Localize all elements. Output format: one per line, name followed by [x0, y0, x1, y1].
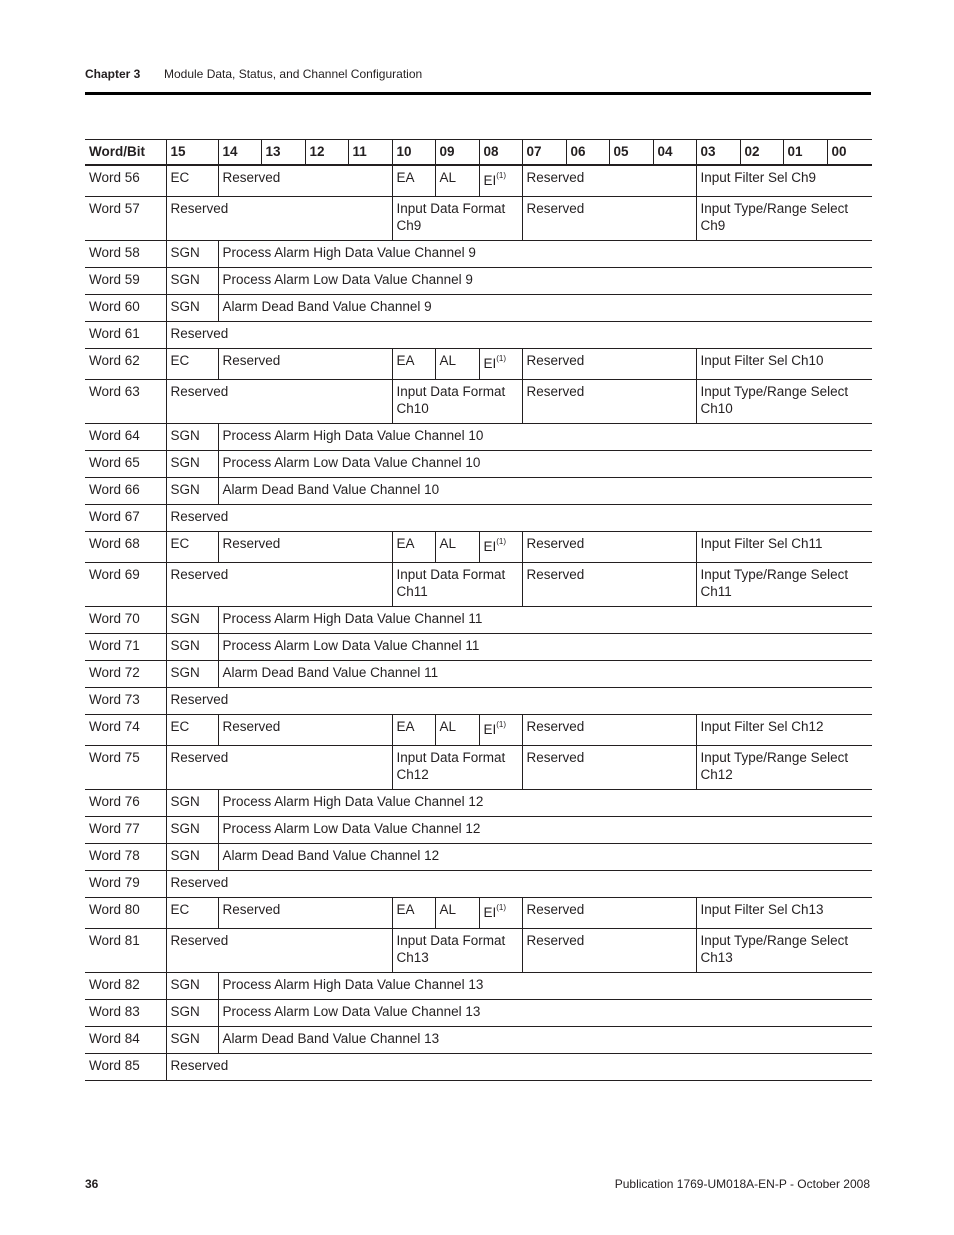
sgn-cell: SGN	[166, 295, 218, 322]
table-row	[85, 532, 872, 563]
sgn-cell: SGN	[166, 451, 218, 478]
field-cell: Input Filter Sel Ch9	[696, 165, 872, 197]
field-cell: Input Filter Sel Ch10	[696, 349, 872, 380]
word-cell: Word 74	[85, 715, 166, 746]
al-cell: AL	[435, 715, 479, 746]
table-row	[85, 1027, 872, 1054]
column-header: 03	[696, 140, 740, 166]
description-cell: Process Alarm Low Data Value Channel 10	[218, 451, 872, 478]
word-cell: Word 56	[85, 165, 166, 197]
description-cell: Alarm Dead Band Value Channel 9	[218, 295, 872, 322]
reserved-cell: Reserved	[166, 1054, 872, 1081]
column-header: 15	[166, 140, 218, 166]
footnote-marker: (1)	[496, 171, 507, 180]
table-row	[85, 607, 872, 634]
table-row	[85, 688, 872, 715]
sgn-cell: SGN	[166, 268, 218, 295]
table-row	[85, 817, 872, 844]
reserved-cell: Reserved	[166, 871, 872, 898]
table-row	[85, 929, 872, 973]
reserved-cell: Reserved	[166, 197, 392, 241]
reserved-cell: Reserved	[522, 197, 696, 241]
ec-cell: EC	[166, 898, 218, 929]
sgn-cell: SGN	[166, 973, 218, 1000]
table-row	[85, 715, 872, 746]
word-cell: Word 64	[85, 424, 166, 451]
description-cell: Process Alarm Low Data Value Channel 9	[218, 268, 872, 295]
reserved-cell: Reserved	[522, 380, 696, 424]
ei-cell: EI$^{(1)}$	[479, 532, 522, 563]
sgn-cell: SGN	[166, 661, 218, 688]
column-header: 05	[609, 140, 653, 166]
word-cell: Word 82	[85, 973, 166, 1000]
description-cell: Alarm Dead Band Value Channel 13	[218, 1027, 872, 1054]
column-header: 06	[566, 140, 609, 166]
reserved-cell: Reserved	[522, 898, 696, 929]
column-header: 07	[522, 140, 566, 166]
ei-cell: EI$^{(1)}$	[479, 898, 522, 929]
table-row	[85, 380, 872, 424]
description-cell: Process Alarm Low Data Value Channel 13	[218, 1000, 872, 1027]
al-cell: AL	[435, 898, 479, 929]
word-cell: Word 57	[85, 197, 166, 241]
word-cell: Word 68	[85, 532, 166, 563]
ea-cell: EA	[392, 349, 435, 380]
footnote-marker: (1)	[496, 354, 507, 363]
reserved-cell: Reserved	[522, 532, 696, 563]
ec-cell: EC	[166, 349, 218, 380]
data-format-cell: Input Data Format Ch11	[392, 563, 522, 607]
word-cell: Word 83	[85, 1000, 166, 1027]
column-header: 12	[305, 140, 348, 166]
reserved-cell: Reserved	[166, 380, 392, 424]
ei-cell: EI$^{(1)}$	[479, 349, 522, 380]
data-format-cell: Input Data Format Ch12	[392, 746, 522, 790]
reserved-cell: Reserved	[166, 322, 872, 349]
table-row	[85, 844, 872, 871]
reserved-cell: Reserved	[166, 929, 392, 973]
table-row	[85, 1000, 872, 1027]
word-cell: Word 73	[85, 688, 166, 715]
chapter-label: Chapter 3	[85, 67, 141, 81]
column-header: 10	[392, 140, 435, 166]
footnote-marker: (1)	[496, 720, 507, 729]
reserved-cell: Reserved	[522, 165, 696, 197]
column-header: 01	[783, 140, 827, 166]
description-cell: Process Alarm Low Data Value Channel 11	[218, 634, 872, 661]
reserved-cell: Reserved	[218, 715, 392, 746]
word-cell: Word 78	[85, 844, 166, 871]
footnote-marker: (1)	[496, 903, 507, 912]
reserved-cell: Reserved	[218, 898, 392, 929]
column-header: 14	[218, 140, 261, 166]
table-row	[85, 165, 872, 197]
data-format-cell: Input Data Format Ch9	[392, 197, 522, 241]
word-cell: Word 85	[85, 1054, 166, 1081]
ec-cell: EC	[166, 165, 218, 197]
field-cell: Input Type/Range Select Ch11	[696, 563, 872, 607]
word-cell: Word 67	[85, 505, 166, 532]
description-cell: Process Alarm Low Data Value Channel 12	[218, 817, 872, 844]
word-cell: Word 76	[85, 790, 166, 817]
field-cell: Input Filter Sel Ch13	[696, 898, 872, 929]
table-row	[85, 505, 872, 532]
sgn-cell: SGN	[166, 478, 218, 505]
table-header-row	[85, 140, 872, 166]
table-row	[85, 424, 872, 451]
register-map-table	[85, 139, 872, 1081]
word-cell: Word 63	[85, 380, 166, 424]
table-row	[85, 871, 872, 898]
sgn-cell: SGN	[166, 817, 218, 844]
sgn-cell: SGN	[166, 424, 218, 451]
reserved-cell: Reserved	[218, 349, 392, 380]
page-header	[85, 66, 871, 95]
description-cell: Process Alarm High Data Value Channel 9	[218, 241, 872, 268]
description-cell: Process Alarm High Data Value Channel 11	[218, 607, 872, 634]
sgn-cell: SGN	[166, 1027, 218, 1054]
table-row	[85, 322, 872, 349]
column-header: 02	[740, 140, 783, 166]
word-cell: Word 66	[85, 478, 166, 505]
ea-cell: EA	[392, 165, 435, 197]
column-header: 00	[827, 140, 872, 166]
reserved-cell: Reserved	[522, 563, 696, 607]
ec-cell: EC	[166, 532, 218, 563]
table-row	[85, 661, 872, 688]
column-header: Word/Bit	[85, 140, 166, 166]
sgn-cell: SGN	[166, 1000, 218, 1027]
column-header: 13	[261, 140, 305, 166]
description-cell: Alarm Dead Band Value Channel 10	[218, 478, 872, 505]
word-cell: Word 59	[85, 268, 166, 295]
data-format-cell: Input Data Format Ch10	[392, 380, 522, 424]
word-cell: Word 65	[85, 451, 166, 478]
sgn-cell: SGN	[166, 844, 218, 871]
table-row	[85, 898, 872, 929]
reserved-cell: Reserved	[522, 746, 696, 790]
description-cell: Process Alarm High Data Value Channel 12	[218, 790, 872, 817]
table-row	[85, 563, 872, 607]
sgn-cell: SGN	[166, 790, 218, 817]
reserved-cell: Reserved	[166, 688, 872, 715]
description-cell: Process Alarm High Data Value Channel 10	[218, 424, 872, 451]
reserved-cell: Reserved	[522, 929, 696, 973]
word-cell: Word 72	[85, 661, 166, 688]
word-cell: Word 70	[85, 607, 166, 634]
word-cell: Word 80	[85, 898, 166, 929]
reserved-cell: Reserved	[166, 563, 392, 607]
field-cell: Input Type/Range Select Ch12	[696, 746, 872, 790]
word-cell: Word 77	[85, 817, 166, 844]
word-cell: Word 61	[85, 322, 166, 349]
word-cell: Word 62	[85, 349, 166, 380]
word-cell: Word 79	[85, 871, 166, 898]
table-row	[85, 973, 872, 1000]
table-row	[85, 197, 872, 241]
page-number: 36	[85, 1177, 99, 1191]
al-cell: AL	[435, 349, 479, 380]
field-cell: Input Filter Sel Ch12	[696, 715, 872, 746]
field-cell: Input Type/Range Select Ch13	[696, 929, 872, 973]
table-row	[85, 746, 872, 790]
reserved-cell: Reserved	[166, 505, 872, 532]
column-header: 08	[479, 140, 522, 166]
sgn-cell: SGN	[166, 241, 218, 268]
description-cell: Process Alarm High Data Value Channel 13	[218, 973, 872, 1000]
field-cell: Input Type/Range Select Ch10	[696, 380, 872, 424]
column-header: 11	[348, 140, 392, 166]
footnote-marker: (1)	[496, 537, 507, 546]
ea-cell: EA	[392, 532, 435, 563]
publication-info: Publication 1769-UM018A-EN-P - October 2008	[614, 1177, 870, 1191]
table-row	[85, 295, 872, 322]
data-format-cell: Input Data Format Ch13	[392, 929, 522, 973]
ec-cell: EC	[166, 715, 218, 746]
table-row	[85, 241, 872, 268]
table-row	[85, 268, 872, 295]
sgn-cell: SGN	[166, 634, 218, 661]
word-cell: Word 60	[85, 295, 166, 322]
table-row	[85, 1054, 872, 1081]
column-header: 04	[653, 140, 696, 166]
word-cell: Word 81	[85, 929, 166, 973]
sgn-cell: SGN	[166, 607, 218, 634]
table-row	[85, 478, 872, 505]
reserved-cell: Reserved	[218, 532, 392, 563]
word-cell: Word 58	[85, 241, 166, 268]
reserved-cell: Reserved	[522, 715, 696, 746]
table-row	[85, 634, 872, 661]
reserved-cell: Reserved	[218, 165, 392, 197]
ei-cell: EI$^{(1)}$	[479, 715, 522, 746]
table-row	[85, 349, 872, 380]
al-cell: AL	[435, 165, 479, 197]
word-cell: Word 75	[85, 746, 166, 790]
word-cell: Word 71	[85, 634, 166, 661]
description-cell: Alarm Dead Band Value Channel 11	[218, 661, 872, 688]
ea-cell: EA	[392, 898, 435, 929]
description-cell: Alarm Dead Band Value Channel 12	[218, 844, 872, 871]
chapter-title: Module Data, Status, and Channel Configuration	[164, 67, 423, 81]
field-cell: Input Filter Sel Ch11	[696, 532, 872, 563]
word-cell: Word 69	[85, 563, 166, 607]
word-cell: Word 84	[85, 1027, 166, 1054]
field-cell: Input Type/Range Select Ch9	[696, 197, 872, 241]
ea-cell: EA	[392, 715, 435, 746]
column-header: 09	[435, 140, 479, 166]
ei-cell: EI$^{(1)}$	[479, 165, 522, 197]
reserved-cell: Reserved	[166, 746, 392, 790]
reserved-cell: Reserved	[522, 349, 696, 380]
al-cell: AL	[435, 532, 479, 563]
table-row	[85, 790, 872, 817]
table-row	[85, 451, 872, 478]
